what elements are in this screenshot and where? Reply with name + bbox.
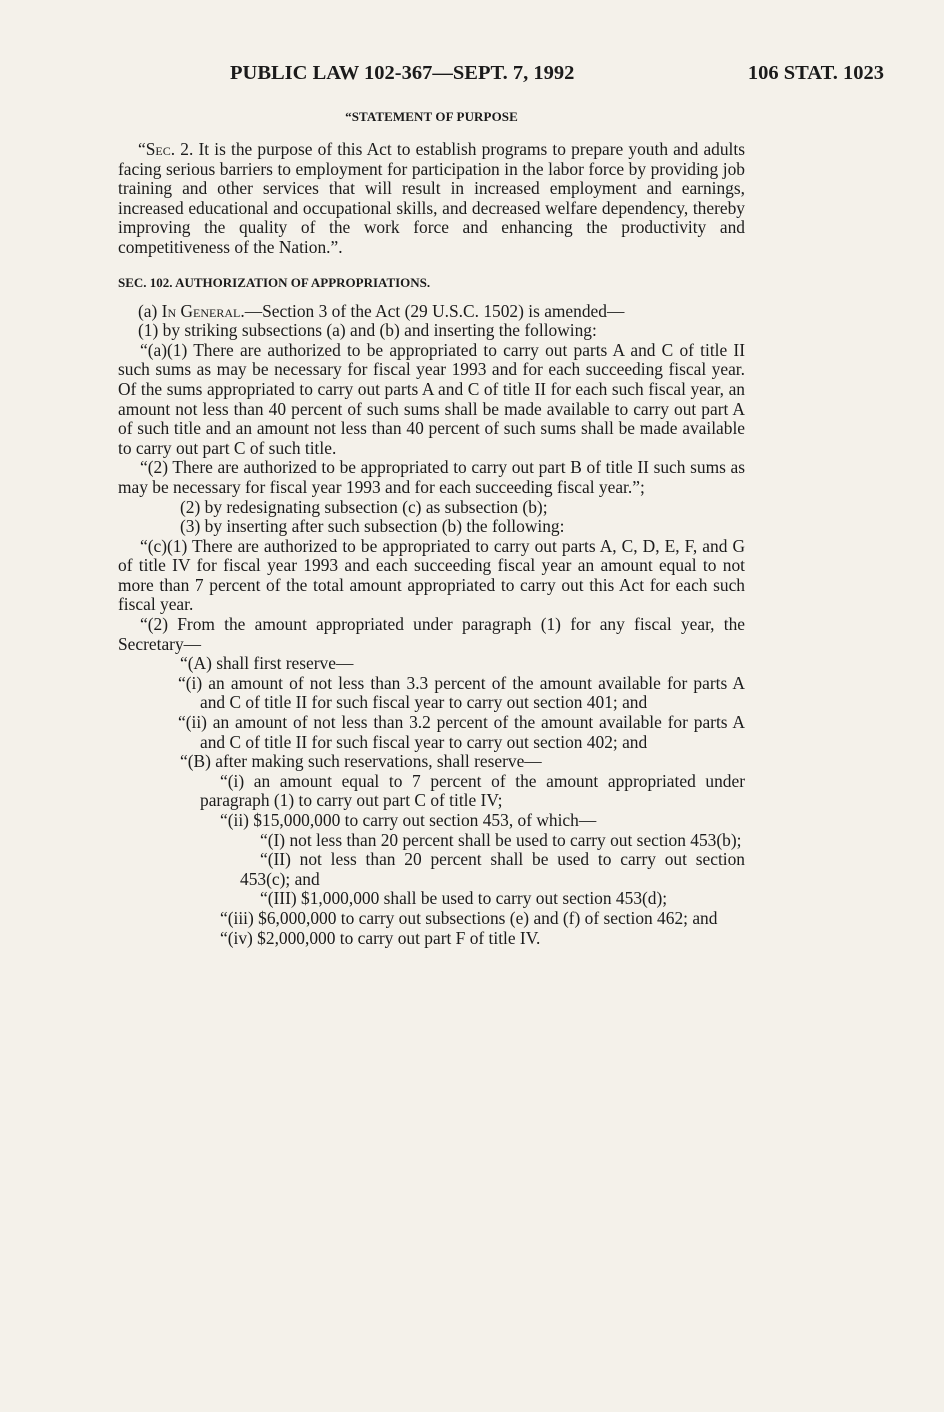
statement-paragraph: “Sec. 2. It is the purpose of this Act to establish programs to prepare youth and adults facing serious barriers to employment for participation in the labor force by providing job training and other services that will result in increased employment and earnings, increased educational and occupational skills, and decreased welfare dependency, thereby improving the quality of the work force and enhancing the productivity and competitiveness of the Nation.”. xyxy=(118,139,745,257)
clause-A-i: “(i) an amount of not less than 3.3 percent of the amount available for parts A and C of title II for such fiscal year to carry out section 401; and xyxy=(178,672,745,713)
item-2: (2) by redesignating subsection (c) as subsection (b); xyxy=(180,496,548,517)
subparagraph-B: “(B) after making such reservations, shall reserve— xyxy=(180,751,542,772)
statement-text: 2. It is the purpose of this Act to establish programs to prepare youth and adults facing serious barriers to employment for participation in the labor force by providing job training and other services that will result in increased employment and earnings, increased educational and occupational skills, and decreased welfare dependency, thereby improving the quality of the work force and enhancing the productivity and competitiveness of the Nation.”. xyxy=(118,139,745,257)
statement-of-purpose-heading: “STATEMENT OF PURPOSE xyxy=(345,109,518,124)
clause-B-i: “(i) an amount equal to 7 percent of the amount appropriated under paragraph (1) to carry out part C of title IV; xyxy=(200,770,745,811)
page-header xyxy=(118,62,884,90)
clause-B-iv: “(iv) $2,000,000 to carry out part F of title IV. xyxy=(220,927,541,948)
sec-102-heading: SEC. 102. AUTHORIZATION OF APPROPRIATIONS. xyxy=(118,274,431,290)
header-title: PUBLIC LAW 102-367—SEPT. 7, 1992 xyxy=(230,62,575,84)
paragraph-c2: “(2) From the amount appropriated under paragraph (1) for any fiscal year, the Secretary— xyxy=(118,614,745,654)
item-3: (3) by inserting after such subsection (b) the following: xyxy=(180,516,565,537)
subparagraph-A: “(A) shall first reserve— xyxy=(180,653,354,674)
header-stat-citation: 106 STAT. 1023 xyxy=(747,62,884,84)
clause-B-iii: “(iii) $6,000,000 to carry out subsections (e) and (f) of section 462; and xyxy=(220,907,718,928)
sec-label: Sec. xyxy=(145,139,176,159)
subclause-B-ii-III: “(III) $1,000,000 shall be used to carry out section 453(d); xyxy=(260,888,668,909)
clause-A-ii: “(ii) an amount of not less than 3.2 percent of the amount available for parts A and C of title II for such fiscal year to carry out section 402; and xyxy=(178,712,745,752)
subsection-a xyxy=(118,302,745,322)
subclause-B-ii-I: “(I) not less than 20 percent shall be used to carry out section 453(b); xyxy=(260,829,742,850)
paragraph-a2: “(2) There are authorized to be appropriated to carry out part B of title II such sums as may be necessary for fiscal year 1993 and for each succeeding fiscal year.”; xyxy=(118,457,745,497)
subsection-a-text: —Section 3 of the Act (29 U.S.C. 1502) is amended— xyxy=(244,300,625,321)
clause-B-ii: “(ii) $15,000,000 to carry out section 453, of which— xyxy=(220,810,597,830)
paragraph-a1: “(a)(1) There are authorized to be appropriated to carry out parts A and C of title II such sums as may be necessary for fiscal year 1993 and for each succeeding fiscal year. Of the sums appropriated to carry out parts A and C of title II for each such fiscal year, an amount not less than 40 percent of such sums shall be made available to carry out part A of such title and an amount not less than 40 percent of such sums shall be made available to carry out part C of such title. xyxy=(118,339,745,458)
subclause-B-ii-II: “(II) not less than 20 percent shall be used to carry out section 453(c); and xyxy=(240,849,745,889)
paragraph-c1: “(c)(1) There are authorized to be appropriated to carry out parts A, C, D, E, F, and G of title IV for fiscal year 1993 and each succeeding fiscal year an amount equal to not more than 7 percent of the total amount appropriated to carry out this Act for each such fiscal year. xyxy=(118,535,745,615)
subsection-a-caption: In General. xyxy=(161,300,245,321)
item-1: (1) by striking subsections (a) and (b) and inserting the following: xyxy=(138,320,597,341)
subsection-a-label: (a) xyxy=(138,300,162,321)
document-body xyxy=(118,108,745,948)
